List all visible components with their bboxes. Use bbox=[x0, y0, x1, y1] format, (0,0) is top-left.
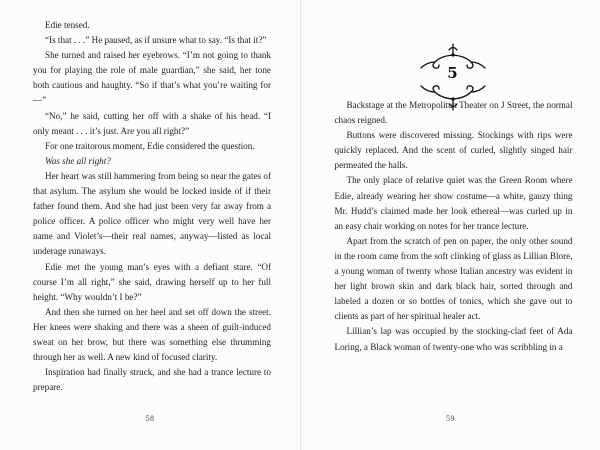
right-page bbox=[301, 0, 600, 450]
paragraph: Apart from the scratch of pen on paper, the only other sound in the room came from the soft clinking of glass as Lillian Blore, a young woman of twenty whose Italian ancestry was evident in her light brown skin and dark black hair, sorted through and labeled a dozen or so bottles of tonics, which she gave out to clients as part of her spiritual healer act. bbox=[334, 235, 573, 322]
paragraph: Backstage at the Metropolitan Theater on J Street, the normal chaos reigned. bbox=[334, 100, 573, 126]
right-page-text bbox=[335, 98, 573, 355]
paragraph: She turned and raised her eyebrows. “I’m not going to thank you for playing the role of male guardian,” she said, her tone both cautious and haughty. “So if that’s what you’re waiting for—” bbox=[33, 50, 271, 106]
paragraph: For one traitorous moment, Edie considered the question. bbox=[45, 140, 255, 151]
paragraph: “No,” he said, cutting her off with a shake of his head. “I only meant . . . it’s just. Are you all right?” bbox=[33, 110, 271, 136]
paragraph: Edie tensed. bbox=[45, 20, 90, 30]
page-number: 58 bbox=[145, 414, 155, 423]
chapter-number: 5 bbox=[447, 64, 458, 82]
paragraph: And then she turned on her heel and set off down the street. Her knees were shaking and there was a sheen of guilt-induced sweat on her brow, but there was something else thrumming through her as well. A new kind of focused clarity. bbox=[33, 306, 271, 363]
paragraph: “Is that . . .” He paused, as if unsure what to say. “Is that it?” bbox=[45, 35, 267, 46]
paragraph: Buttons were discovered missing. Stockings with rips were quickly replaced. And the scent of curled, slightly singed hair permeated the halls. bbox=[334, 130, 573, 171]
paragraph: Her heart was still hammering from being so near the gates of that asylum. The asylum she would be locked inside of if their father found them. And she had just been very far away from a police officer. A police officer who might very well have her name and Violet’s—their real names, anyway—listed as local underage runaways. bbox=[33, 170, 271, 257]
paragraph: Edie met the young man’s eyes with a defiant stare. “Of course I’m all right,” she said, drawing herself up to her full height. “Why wouldn’t I be?” bbox=[33, 261, 271, 302]
left-page-text bbox=[33, 18, 271, 395]
paragraph: Inspiration had finally struck, and she had a trance lecture to prepare. bbox=[33, 367, 271, 393]
paragraph: The only place of relative quiet was the Green Room where Edie, already wearing her show costume—a white, gauzy thing Mr. Hudd’s claimed made her look ethereal—was curled up in an easy chair working on notes for her trance lecture. bbox=[334, 175, 573, 231]
paragraph-italic: Was she all right? bbox=[45, 155, 111, 166]
page-number: 59 bbox=[446, 414, 455, 423]
paragraph: Lillian’s lap was occupied by the stocking-clad feet of Ada Loring, a Black woman of twenty-one who was scribbling in a bbox=[334, 326, 573, 352]
